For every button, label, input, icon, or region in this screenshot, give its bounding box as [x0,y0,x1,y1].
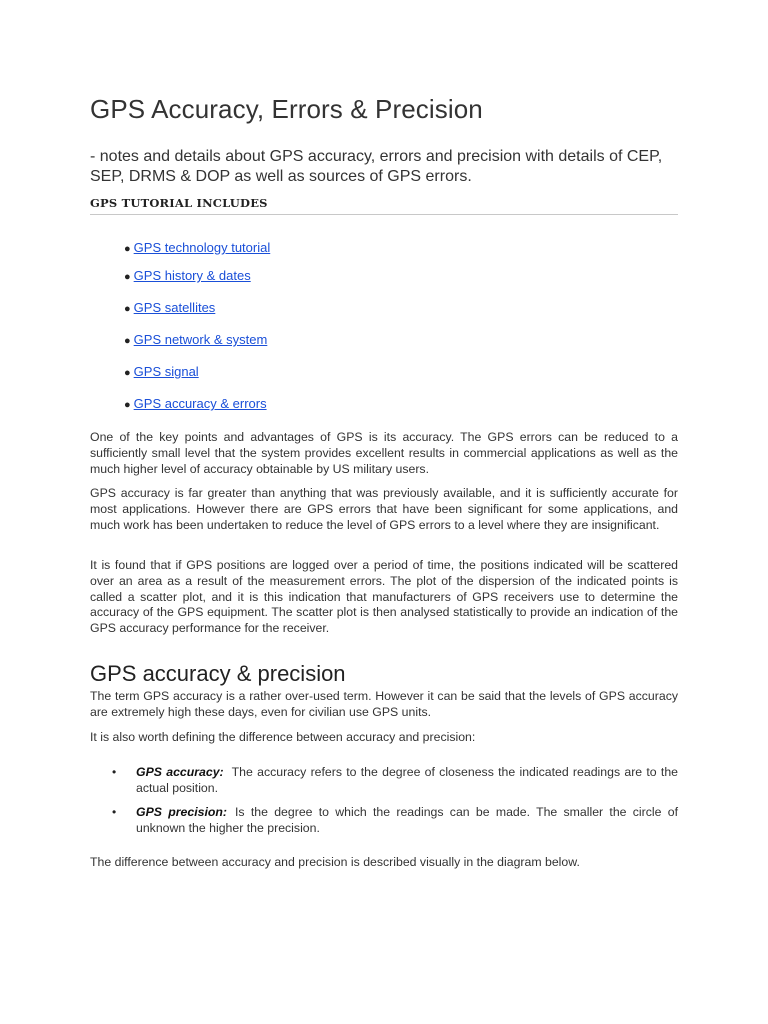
definition-term: GPS precision: [136,805,228,819]
tutorial-link[interactable]: GPS network & system [133,332,268,347]
definition-text: Is the degree to which the readings can be made. The smaller the circle of unknown the higher the precision. [136,805,679,835]
list-item [124,364,199,381]
bullet-icon: • [112,805,117,819]
tutorial-link[interactable]: GPS accuracy & errors [133,396,267,411]
paragraph: It is also worth defining the difference between accuracy and precision: [90,730,476,744]
tutorial-link[interactable]: GPS satellites [133,300,216,315]
list-item [124,240,270,257]
section-heading: GPS accuracy & precision [90,661,346,686]
list-item [124,268,251,285]
definition-text: The accuracy refers to the degree of closeness the indicated readings are to the actual position. [136,765,678,795]
paragraph: The term GPS accuracy is a rather over-used term. However it can be said that the levels of GPS accuracy are extremely high these days, even for civilian use GPS units. [90,689,678,719]
page-title: GPS Accuracy, Errors & Precision [90,94,483,124]
bullet-icon: ● [124,243,131,255]
tutorial-link[interactable]: GPS history & dates [133,268,251,283]
definition-term: GPS accuracy: [136,765,224,779]
page-subtitle: - notes and details about GPS accuracy, errors and precision with details of CEP, SEP, DRMS & DOP as well as sources of GPS errors. [90,148,663,185]
bullet-icon: ● [124,367,131,379]
bullet-icon: ● [124,399,131,411]
list-item [124,332,267,349]
tutorial-includes-heading: GPS TUTORIAL INCLUDES [90,196,268,210]
definition-body [136,765,678,797]
definition-body [136,805,678,837]
divider [90,214,678,215]
bullet-icon: ● [124,303,131,315]
paragraph: GPS accuracy is far greater than anything that was previously available, and it is sufficiently accurate for most applications. However there are GPS errors that have been significant for some applications, and much work has been undertaken to reduce the level of GPS errors to a level where they are insignificant. [90,486,678,532]
paragraph: The difference between accuracy and precision is described visually in the diagram below. [90,855,580,869]
bullet-icon: ● [124,271,131,283]
list-item [124,396,267,413]
tutorial-link[interactable]: GPS technology tutorial [133,240,271,255]
list-item [124,300,215,317]
bullet-icon: ● [124,335,131,347]
paragraph: It is found that if GPS positions are logged over a period of time, the positions indicated will be scattered over an area as a result of the measurement errors. The plot of the dispersion of the indicated points is called a scatter plot, and it is this indication that manufacturers of GPS receivers use to determine the accuracy of the GPS equipment. The scatter plot is then analysed statistically to provide an indication of the GPS accuracy performance for the receiver. [90,558,678,636]
tutorial-link[interactable]: GPS signal [133,364,199,379]
paragraph: One of the key points and advantages of GPS is its accuracy. The GPS errors can be reduced to a sufficiently small level that the system provides excellent results in commercial applications as well as the much higher level of accuracy obtainable by US military users. [90,430,678,476]
bullet-icon: • [112,765,117,779]
